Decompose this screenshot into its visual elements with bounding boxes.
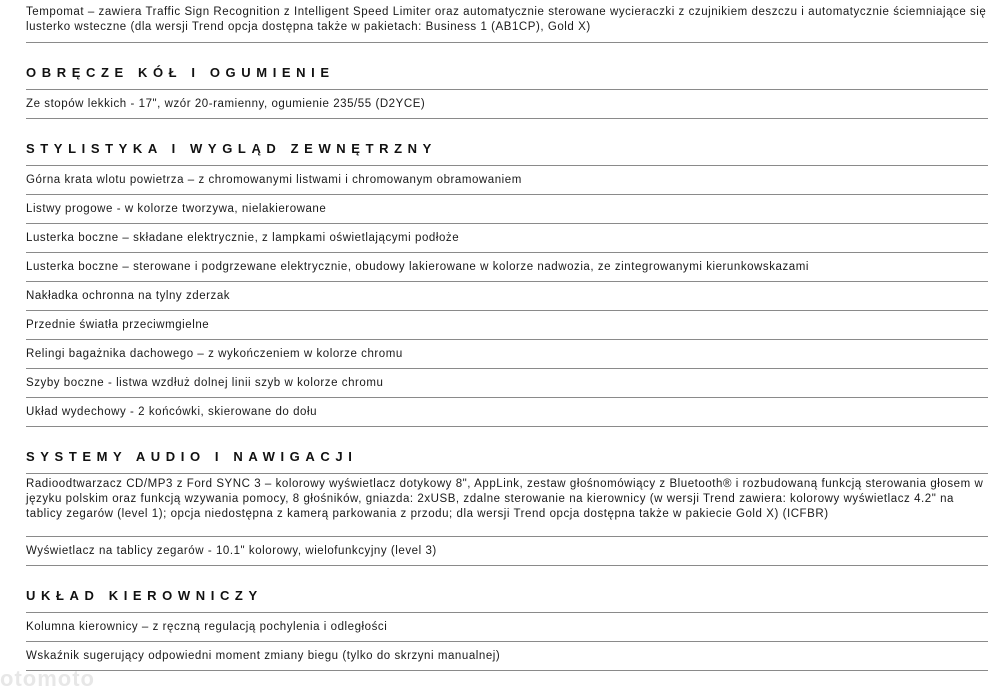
intro-text: Tempomat – zawiera Traffic Sign Recognition z Intelligent Speed Limiter oraz automatycznie sterowane wycieraczki z czujnikiem deszczu i automatycznie ściemniające się lusterko wsteczne (dla wersji Trend opcja dostępna także w pakietach: Business 1 (AB1CP), Gold X) — [26, 6, 987, 33]
list-item: Przednie światła przeciwmgielne — [26, 311, 988, 340]
list-item: Nakładka ochronna na tylny zderzak — [26, 282, 988, 311]
spec-list — [26, 0, 988, 671]
list-item: Wskaźnik sugerujący odpowiedni moment zmiany biegu (tylko do skrzyni manualnej) — [26, 642, 988, 671]
section-title-wheels: OBRĘCZE KÓŁ I OGUMIENIE — [26, 43, 988, 90]
list-item: Ze stopów lekkich - 17", wzór 20-ramienny, ogumienie 235/55 (D2YCE) — [26, 90, 988, 119]
list-item: Lusterka boczne – składane elektrycznie, z lampkami oświetlającymi podłoże — [26, 224, 988, 253]
list-item: Lusterka boczne – sterowane i podgrzewane elektrycznie, obudowy lakierowane w kolorze nadwozia, ze zintegrowanymi kierunkowskazami — [26, 253, 988, 282]
list-item: Listwy progowe - w kolorze tworzywa, nielakierowane — [26, 195, 988, 224]
list-item: Kolumna kierownicy – z ręczną regulacją pochylenia i odległości — [26, 613, 988, 642]
list-item: Układ wydechowy - 2 końcówki, skierowane do dołu — [26, 398, 988, 427]
list-item: Relingi bagażnika dachowego – z wykończeniem w kolorze chromu — [26, 340, 988, 369]
watermark: otomoto — [0, 666, 95, 691]
intro-row — [26, 0, 988, 43]
list-item: Radioodtwarzacz CD/MP3 z Ford SYNC 3 – kolorowy wyświetlacz dotykowy 8", AppLink, zestaw głośnomówiący z Bluetooth® i rozbudowaną funkcją sterowania głosem w języku polskim oraz funkcją wzywania pomocy, 8 głośników, gniazda: 2xUSB, zdalne sterowanie na kierownicy (w wersji Trend zawiera: kolorowy wyświetlacz 4.2" na tablicy zegarów (level 1); opcja niedostępna z kamerą parkowania z przodu; dla wersji Trend opcja dostępna także w pakiecie Gold X) (ICFBR) — [26, 474, 988, 537]
section-title-exterior: STYLISTYKA I WYGLĄD ZEWNĘTRZNY — [26, 119, 988, 166]
section-title-steering: UKŁAD KIEROWNICZY — [26, 566, 988, 613]
list-item: Wyświetlacz na tablicy zegarów - 10.1" kolorowy, wielofunkcyjny (level 3) — [26, 537, 988, 566]
list-item: Szyby boczne - listwa wzdłuż dolnej linii szyb w kolorze chromu — [26, 369, 988, 398]
section-title-audio: SYSTEMY AUDIO I NAWIGACJI — [26, 427, 988, 474]
list-item: Górna krata wlotu powietrza – z chromowanymi listwami i chromowanym obramowaniem — [26, 166, 988, 195]
